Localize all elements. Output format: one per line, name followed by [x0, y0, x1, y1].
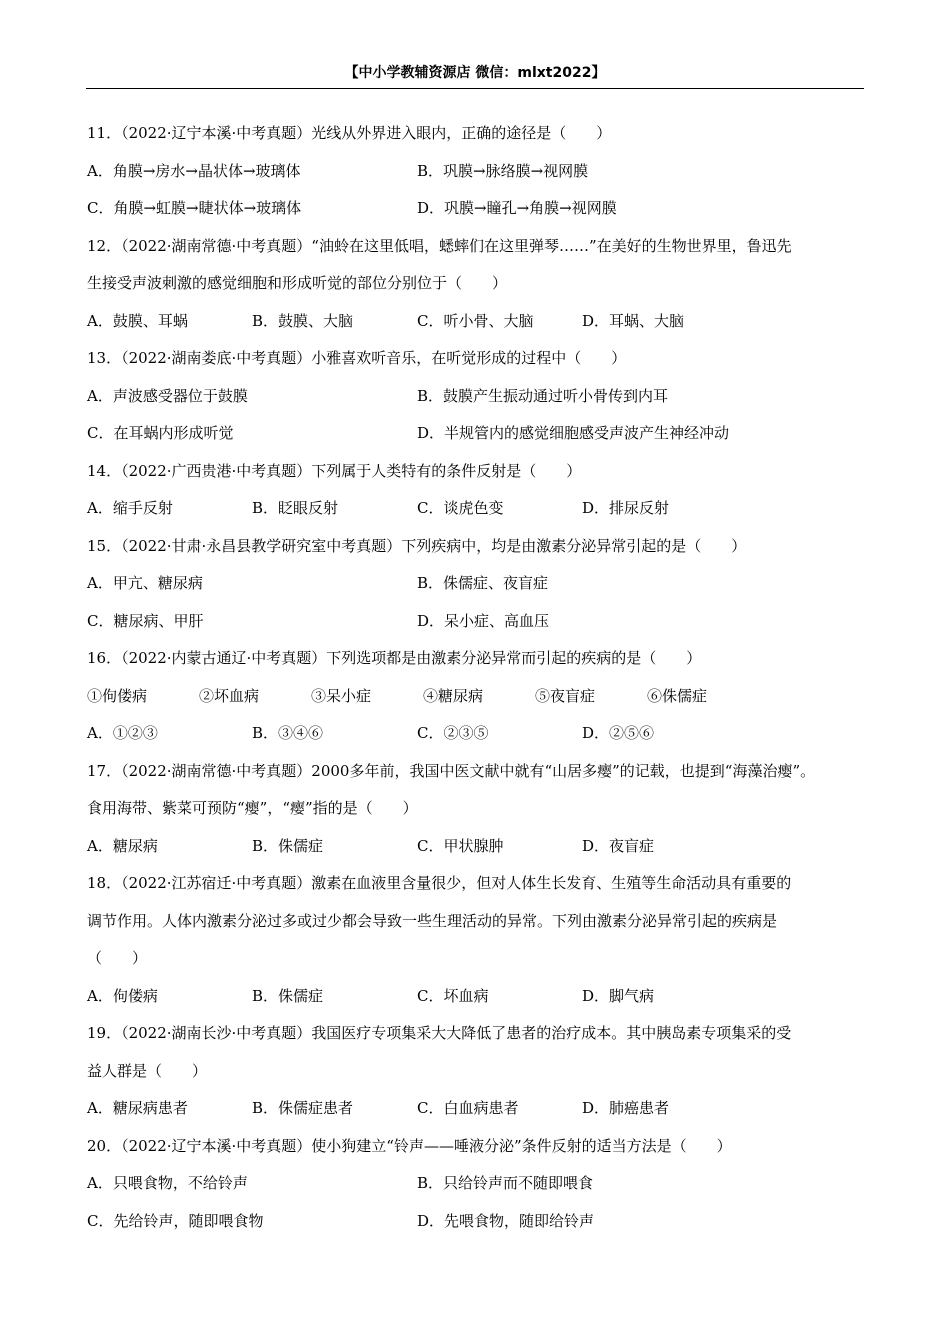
question-stem: 16．（2022·内蒙古通辽·中考真题）下列选项都是由激素分泌异常而引起的疾病的是（ ） [87, 649, 702, 667]
question-11 [87, 115, 863, 228]
option-b: B．鼓膜产生振动通过听小骨传到内耳 [417, 386, 669, 405]
option-b: B．侏儒症 [252, 836, 324, 855]
option-c: C．②③⑤ [417, 724, 489, 742]
question-stem: 20．（2022·辽宁本溪·中考真题）使小狗建立“铃声——唾液分泌”条件反射的适当方法是（ ） [87, 1136, 732, 1155]
options-row [87, 715, 863, 753]
question-15 [87, 528, 863, 641]
question-stem: 调节作用。人体内激素分泌过多或过少都会导致一些生理活动的异常。下列由激素分泌异常引起的疾病是 [87, 911, 778, 930]
option-d: D．②⑤⑥ [582, 724, 655, 742]
option-d: D．夜盲症 [582, 836, 655, 855]
option-a: A．糖尿病 [87, 836, 158, 855]
sub-item: ①佝偻病 [87, 686, 148, 705]
option-b: B．眨眼反射 [252, 499, 339, 517]
sub-item: ②坏血病 [199, 686, 260, 705]
option-a: A．只喂食物，不给铃声 [87, 1174, 248, 1192]
option-d: D．脚气病 [582, 986, 655, 1005]
option-d: D．肺癌患者 [582, 1099, 670, 1117]
option-d: D．排尿反射 [582, 499, 670, 517]
options-row [87, 1165, 863, 1203]
question-stem: 14．（2022·广西贵港·中考真题）下列属于人类特有的条件反射是（ ） [87, 461, 582, 480]
question-stem: 17．（2022·湖南常德·中考真题）2000多年前，我国中医文献中就有“山居多瘿”的记载，也提到“海藻治瘿”。 [87, 761, 816, 780]
header-divider [86, 88, 864, 89]
option-c: C．白血病患者 [417, 1099, 519, 1117]
options-row [87, 153, 863, 191]
option-c: C．谈虎色变 [417, 499, 504, 517]
options-row [87, 1203, 863, 1241]
question-18 [87, 865, 863, 1015]
question-19 [87, 1015, 863, 1128]
question-stem: 益人群是（ ） [87, 1061, 208, 1080]
options-row [87, 565, 863, 603]
option-d: D．先喂食物，随即给铃声 [417, 1211, 595, 1230]
option-c: C．先给铃声，随即喂食物 [87, 1211, 264, 1230]
question-stem: 19．（2022·湖南长沙·中考真题）我国医疗专项集采大大降低了患者的治疗成本。其中胰岛素专项集采的受 [87, 1024, 792, 1042]
question-13 [87, 340, 863, 453]
question-stem: （ ） [87, 949, 148, 967]
sub-item: ⑤夜盲症 [535, 686, 596, 705]
option-c: C．坏血病 [417, 986, 489, 1005]
option-b: B．鼓膜、大脑 [252, 311, 354, 330]
question-stem: 生接受声波刺激的感觉细胞和形成听觉的部位分别位于（ ） [87, 274, 508, 292]
option-c: C．甲状腺肿 [417, 836, 504, 855]
option-a: A．角膜→房水→晶状体→玻璃体 [87, 161, 301, 180]
question-stem: 15．（2022·甘肃·永昌县教学研究室中考真题）下列疾病中，均是由激素分泌异常引起的是（ ） [87, 536, 747, 555]
sub-item: ③呆小症 [311, 686, 372, 705]
option-a: A．糖尿病患者 [87, 1099, 188, 1117]
option-c: C．听小骨、大脑 [417, 311, 534, 330]
option-a: A．声波感受器位于鼓膜 [87, 386, 248, 405]
option-c: C．角膜→虹膜→睫状体→玻璃体 [87, 199, 302, 217]
question-20 [87, 1128, 863, 1241]
option-b: B．巩膜→脉络膜→视网膜 [417, 161, 589, 180]
options-row [87, 190, 863, 228]
question-stem: 食用海带、紫菜可预防“瘿”，“瘿”指的是（ ） [87, 799, 418, 817]
question-stem: 13．（2022·湖南娄底·中考真题）小雅喜欢听音乐，在听觉形成的过程中（ ） [87, 349, 627, 367]
question-16 [87, 640, 863, 753]
question-12 [87, 228, 863, 341]
question-17 [87, 753, 863, 866]
option-a: A．①②③ [87, 724, 158, 742]
option-b: B．只给铃声而不随即喂食 [417, 1174, 594, 1192]
option-c: C．糖尿病、甲肝 [87, 611, 204, 630]
options-row [87, 603, 863, 641]
options-row [87, 378, 863, 416]
question-stem: 11．（2022·辽宁本溪·中考真题）光线从外界进入眼内，正确的途径是（ ） [87, 124, 612, 142]
question-14 [87, 453, 863, 528]
options-row [87, 978, 863, 1016]
page-header: 【中小学教辅资源店 微信：mlxt2022】 [344, 65, 606, 81]
option-a: A．鼓膜、耳蜗 [87, 311, 188, 330]
options-row [87, 828, 863, 866]
question-stem: 18．（2022·江苏宿迁·中考真题）激素在血液里含量很少，但对人体生长发育、生殖等生命活动具有重要的 [87, 874, 792, 892]
option-a: A．甲亢、糖尿病 [87, 574, 203, 592]
sub-item: ④糖尿病 [423, 686, 484, 705]
options-row [87, 490, 863, 528]
option-a: A．缩手反射 [87, 499, 173, 517]
question-list [87, 115, 863, 1240]
options-row [87, 1090, 863, 1128]
option-d: D．巩膜→瞳孔→角膜→视网膜 [417, 199, 617, 217]
option-c: C．在耳蜗内形成听觉 [87, 424, 234, 442]
option-b: B．侏儒症、夜盲症 [417, 574, 549, 592]
question-stem: 12．（2022·湖南常德·中考真题）“油蛉在这里低唱，蟋蟀们在这里弹琴……”在美好的生物世界里，鲁迅先 [87, 236, 792, 255]
option-b: B．侏儒症患者 [252, 1099, 354, 1117]
options-row [87, 303, 863, 341]
options-row [87, 415, 863, 453]
option-d: D．半规管内的感觉细胞感受声波产生神经冲动 [417, 424, 730, 442]
sub-items-row [87, 678, 863, 716]
sub-item: ⑥侏儒症 [647, 686, 708, 705]
option-a: A．佝偻病 [87, 986, 158, 1005]
option-d: D．耳蜗、大脑 [582, 311, 685, 330]
option-b: B．侏儒症 [252, 986, 324, 1005]
option-b: B．③④⑥ [252, 724, 324, 742]
option-d: D．呆小症、高血压 [417, 611, 550, 630]
